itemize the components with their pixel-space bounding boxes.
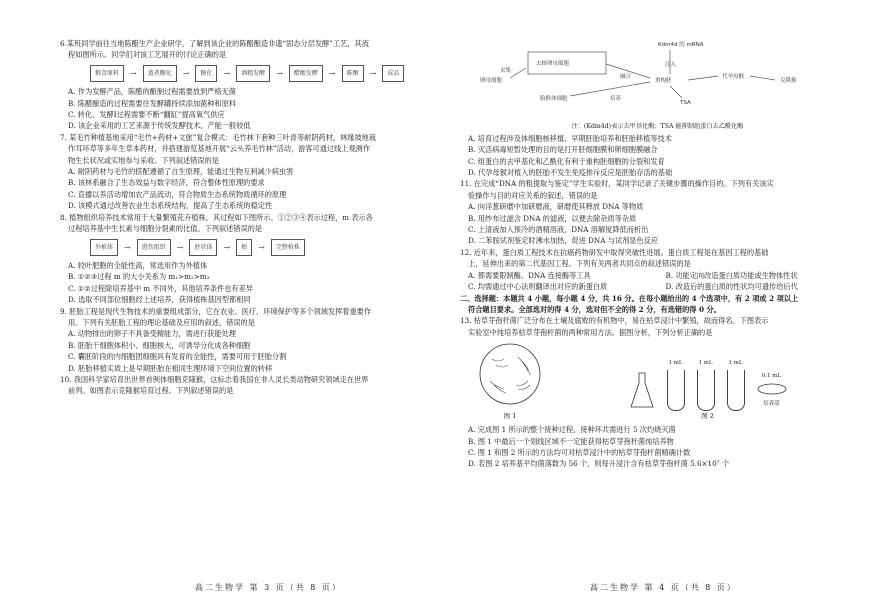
q12-stem-line1: 12. 近年来，蛋白质工程技术在抗癌药物研发中取得突破性进展。蛋白质工程是在基因工程的基础 [460,247,769,257]
dilution-series [560,358,855,410]
diagram-arrow [750,76,775,80]
q12-stem-line2: 上，延伸出来的第二代基因工程。下列有关两者共同点的叙述错误的是 [468,259,691,269]
q11-stem-line1: 11. 在完成“DNA 的粗提取与鉴定”学生实验时，某同学记录了关键步骤的操作目的。下列有关该实 [460,179,774,189]
diagram-label: 注入 [665,62,677,68]
fig1-container [460,341,560,422]
diagram-arrow [510,68,526,78]
q7-stem-line2: 作耳环草等多年生草本药材，并搭建游览基地开展“云头养毛竹林”活动，游客可通过线上观测作 [68,144,371,154]
q13-figures [460,340,855,422]
page-footer-right: 高二生物学 第 4 页（共 8 页） [590,583,737,592]
fig2-label: 图 2 [701,411,714,420]
arrow-icon: → [223,68,231,78]
diagram-label: TSA [680,100,691,106]
q10-option-a: A. 培育过程涉及体细胞核移植、早期胚胎培养和胚胎移植等技术 [468,133,672,143]
diagram-label: 胎猴体细胞 [540,96,568,102]
arrow-icon: → [124,242,131,252]
plate-transfer-label: 0.1 mL [761,372,782,379]
tube-group [697,358,715,410]
diagram-caption: 注：(Kdm4d)表示去甲基化酶；TSA 能抑制组蛋白去乙酰化酶 [571,123,744,131]
q6-stem-line1: 6.某班同学前往当地陈醋生产企业研学，了解到该企业的陈醋酿造非遗“固态分层发酵”工艺，其流 [60,39,369,48]
flow-step: 完整植株 [271,239,305,256]
test-tube-icon [667,370,685,411]
diagram-label: 去核卵母细胞 [536,61,570,67]
q7-option-a: A. 耐阴药材与毛竹的搭配遵循了自生原理，能通过生物互利减少病虫害 [68,167,294,177]
q10-stem-line2: 前列。如图表示克隆猴培育过程。下列叙述错误的是 [68,386,234,396]
petri-dish-streak-icon [470,341,550,407]
q13-option-d: D. 若图 2 培养基平均菌落数为 56 个，则每升浸汁含有枯草芽孢杆菌 5.6×10⁷ 个 [468,459,730,469]
q13-option-b: B. 图 1 中最后一个划线区域不一定能获得枯草芽孢杆菌纯培养物 [468,436,674,446]
test-tube-icon [697,370,715,411]
q11-stem-line2: 验操作与目的对应关系的叙述，错误的是 [468,190,598,200]
flow-step: 糖化 [195,65,217,82]
arrow-icon: → [328,68,336,78]
q11-option-a: A. 向洋葱研磨中加研磨液，研磨使其释放 DNA 等物质 [468,202,644,212]
arrow-icon: → [182,68,190,78]
q13-option-c: C. 图 1 和图 2 所示的方法均可对枯草浸汁中的枯草芽孢杆菌精确计数 [468,447,691,457]
q9-stem-line1: 9. 胚胎工程是现代生物技术的重要组成部分，它在农业、医疗、环境保护等多个领域发挥着重要作 [60,306,372,316]
arrow-icon: → [258,242,265,252]
clone-monkey-diagram [460,38,855,118]
q11-option-b: B. 用纱布过滤含 DNA 的滤液，以便去除杂质等杂质 [468,213,637,223]
q9-option-a: A. 动物排出的卵子不具备受精能力，需进行获能处理 [68,329,236,339]
flow-step: 酒精发酵 [236,65,270,82]
fig2-container [560,358,855,422]
flow-step: 根 [236,239,252,256]
section2-heading-line2: 符合题目要求。全部选对的得 4 分，选对但不全的得 2 分，有选错的得 0 分。 [468,304,721,314]
q12-option-c: C. 均需通过中心法则翻译出对应的新蛋白质 [468,282,608,292]
q13-stem-line2: 实验室中纯培养枯草芽孢杆菌的两种常用方法。据图分析，下列分析正确的是 [468,327,713,337]
plate-group [757,371,787,411]
tube-transfer-label: 1 mL [698,360,713,367]
diagram-label: 培养 [610,96,622,102]
flow-step: 胚状体 [189,239,217,256]
diagram-label: 卵母细胞 [480,78,503,84]
right-column [460,38,855,470]
q10-option-d: D. 代孕母猴对植入的胚胎不发生免疫排斥反应是胚胎存活的基础 [468,168,673,178]
flow-step: 醋酸发酵 [289,65,323,82]
tube-group [727,358,745,410]
q6-option-d: D. 该企业采用的工艺来源于传统发酵技术，产能一般较低 [68,121,251,131]
q10-option-b: B. 灭活病毒短暂处理的目的是打开胚细胞膜和卵细胞膜融合 [468,145,658,155]
flask-icon [629,371,655,411]
q9-stem-line2: 用。下列有关胚胎工程的理论基础及应用的叙述，错误的是 [68,317,255,327]
q13-stem-line1: 13. 枯草芽孢杆菌广泛分布在土壤及腐败的有机物中，易在枯草浸汁中繁殖，故而得名。下图表示 [460,316,769,326]
q8-stem-line2: 过程培养基中生长素与细胞分裂素的比值。下列叙述错误的是 [68,224,263,234]
tube-group [667,358,685,410]
q11-option-c: C. 上清液加入预冷的酒精溶液，DNA 溶解度降低而析出 [468,225,649,235]
diagram-label: Kdm4d 的 mRNA [658,42,704,48]
q8-flow-diagram [90,239,455,256]
fig1-label: 图 1 [503,411,517,420]
flow-step: 外植体 [90,239,118,256]
q12-option-b: B. 功能定向改造蛋白质功能或生物体性状 [665,270,798,280]
arrow-icon: → [369,68,377,78]
q11-option-d: D. 二苯胺试剂鉴定时沸水加热，促进 DNA 与试剂显色反应 [468,236,659,246]
culture-medium-label: 培养基 [763,401,780,408]
flow-step: 蒸煮糊化 [143,65,177,82]
q8-option-c: C. ①②过程除培养基中 m 不同外，其他培养条件也有差异 [68,283,254,293]
flow-step: 成品 [382,65,404,82]
q7-stem-line1: 7. 某毛竹种植基地采用“毛竹+药材+文旅”复合模式：毛竹林下套种三叶青等耐阴药材，林缘坡地栽 [60,132,377,142]
q7-option-c: C. 直播以养活动增加农产品流动，符合物质生态系统物质循环的原理 [68,189,287,199]
q6-option-c: C. 转化、发酵Ⅰ过程需要不断“翻缸”提高氧气供应 [68,110,225,120]
diagram-label: 代孕母猴 [722,74,745,80]
q8-option-a: A. 较叶肥胞的全能性高，常选用作为外植体 [68,260,208,270]
flow-step: 愈伤组织 [137,239,171,256]
q9-option-d: D. 胚胎移植实质上是早期胚胎在相同生理环境下空间位置的转移 [68,363,273,373]
q9-option-c: C. 囊胚阶段的内细胞团细胞具有发育的全能性，需要可用于胚胎分割 [68,352,287,362]
tube-transfer-label: 1 mL [668,360,683,367]
left-column [60,38,455,397]
q6-stem-line2: 程如图所示。同学们对该工艺展开的讨论正确的是 [68,50,227,60]
tube-transfer-label: 1 mL [728,360,743,367]
test-tube-icon [727,370,745,411]
q12-options-row1 [460,270,855,281]
diagram-label: 克隆猴 [780,78,797,84]
q8-option-d: D. 选取不同部位细胞经上述培养，获得植株基因型都相同 [68,295,251,305]
section2-heading-line1: 二、选择题：本题共 4 小题，每小题 4 分，共 16 分。在每小题给出的 4 个选项中，有 2 项或 2 项以上 [460,293,799,303]
diagram-arrow [570,82,650,96]
flow-step: 陈酿 [342,65,364,82]
q7-option-b: B. 该林系融合了生态效益与数字经济，符合整体性原理的要求 [68,178,265,188]
diagram-label: 重构胚 [655,78,672,84]
arrow-icon: → [176,242,184,252]
flow-step: 粮食原料 [90,65,124,82]
q12-option-d: D. 改造后的蛋白质的性状均可遗传给后代 [665,282,798,292]
arrow-icon: → [276,68,283,78]
q9-option-b: B. 胚胎干细胞体积小、细胞核大，可诱导分化成各种细胞 [68,340,251,350]
q12-options-row2 [460,281,855,292]
q7-option-d: D. 该模式通过改善农业生态系统结构，提高了生态系统的稳定性 [68,201,273,211]
q13-option-a: A. 完成图 1 所示的整个接种过程，接种环共需进行 5 次灼烧灭菌 [468,425,676,435]
q10-option-c: C. 组蛋白的去甲基化和乙酰化有利于重构胚细胞的分裂和发育 [468,156,665,166]
arrow-icon: → [223,242,231,252]
culture-plate-icon [757,382,787,396]
diagram-arrow [688,76,718,80]
q10-stem-line1: 10. 我国科学家培育出世界首例体细胞克隆猴，这标志着我国在非人灵长类动物研究领域走在世界 [60,374,369,384]
diagram-label: 融合 [620,74,632,80]
q6-option-a: A. 作为发酵产品，陈醋的酿制过程需要放到严格无菌 [68,87,236,97]
q6-flow-diagram [90,65,455,82]
diagram-label: 采集 [500,68,512,74]
q8-option-b: B. ①②③过程 m 的大小关系为 m₁>m₂>m₃ [68,272,210,282]
q7-stem-line3: 物生长状况或实地参与采收。下列叙述错误的是 [68,155,219,165]
diagram-arrow [670,86,682,98]
q6-option-b: B. 陈醋酿造的过程需要往发酵罐持续添加菌种和原料 [68,98,236,108]
q8-stem-line1: 8. 植物组织培养技术常用于大量繁殖花卉植株，其过程如下图所示。①②③④表示过程，m 表示各 [60,212,373,222]
arrow-icon: → [130,68,137,78]
q12-option-a: A. 都需要限制酶、DNA 连接酶等工具 [468,270,591,280]
page-footer-left: 高二生物学 第 3 页（共 8 页） [195,583,342,592]
